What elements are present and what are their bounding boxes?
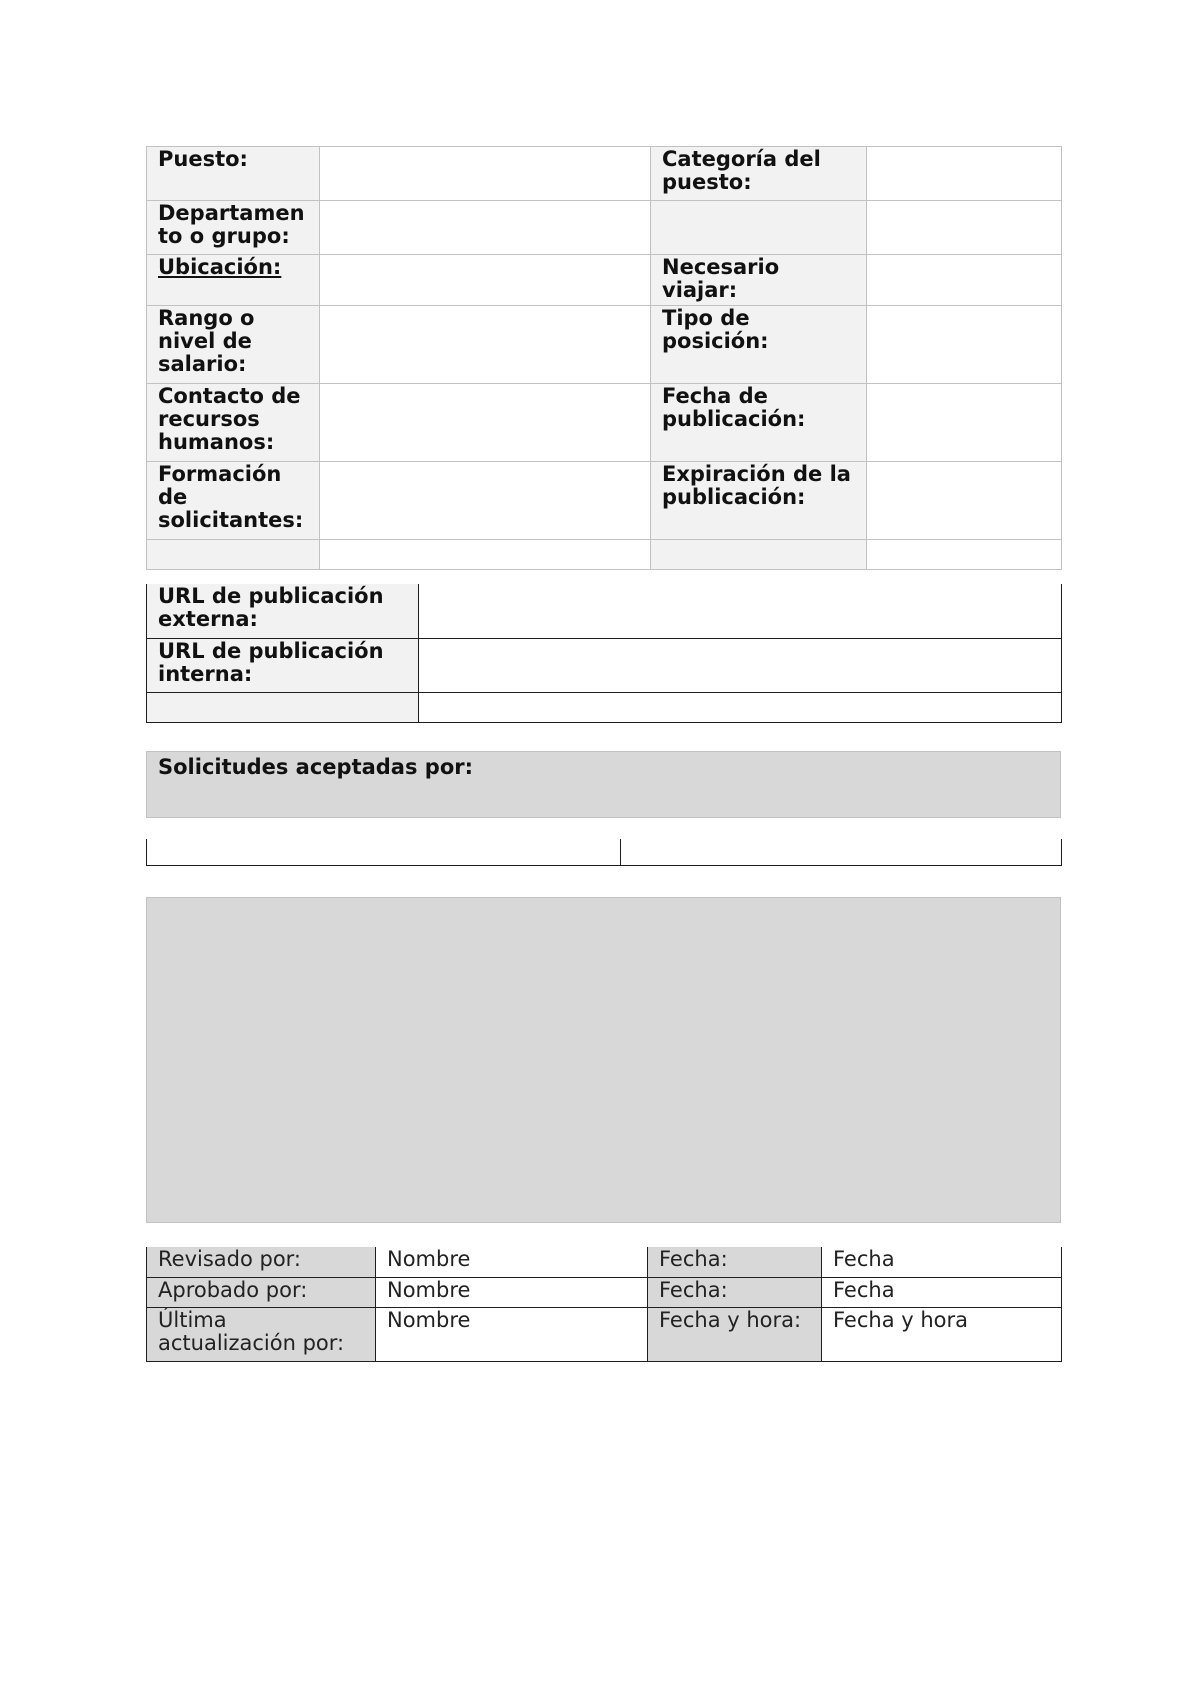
- fecha-publicacion-label: Fecha de publicación:: [651, 384, 867, 462]
- departamento-label: Departamento o grupo:: [147, 201, 320, 255]
- contacto-rrhh-label: Contacto de recursos humanos:: [147, 384, 320, 462]
- viajar-field[interactable]: [867, 255, 1062, 306]
- blank-label-2: [651, 540, 867, 570]
- url-externa-field[interactable]: [419, 584, 1062, 638]
- url-externa-label: URL de publicación externa:: [147, 584, 419, 638]
- applications-section: [146, 751, 1061, 818]
- blank-label: [147, 540, 320, 570]
- puesto-field[interactable]: [320, 147, 651, 201]
- posting-details-table: [146, 146, 1062, 570]
- table-row: [147, 839, 1062, 866]
- table-row: [147, 384, 1062, 462]
- review-table: [146, 1247, 1062, 1362]
- blank-field[interactable]: [320, 540, 651, 570]
- table-row: [147, 584, 1062, 638]
- ubicacion-field[interactable]: [320, 255, 651, 306]
- table-row: [147, 462, 1062, 540]
- table-row: [147, 306, 1062, 384]
- applications-label: Solicitudes aceptadas por:: [147, 752, 1061, 818]
- tipo-posicion-label: Tipo de posición:: [651, 306, 867, 384]
- aprobado-label: Aprobado por:: [147, 1277, 376, 1307]
- contacto-rrhh-field[interactable]: [320, 384, 651, 462]
- table-row: [147, 147, 1062, 201]
- actualizacion-name[interactable]: Nombre: [376, 1307, 648, 1361]
- salario-label: Rango o nivel de salario:: [147, 306, 320, 384]
- salario-field[interactable]: [320, 306, 651, 384]
- ubicacion-label: Ubicación:: [147, 255, 320, 306]
- departamento-field[interactable]: [320, 201, 651, 255]
- empty-label: [651, 201, 867, 255]
- blank-field-2[interactable]: [867, 540, 1062, 570]
- table-row: [147, 1277, 1062, 1307]
- blank-label: [147, 692, 419, 722]
- fecha-publicacion-field[interactable]: [867, 384, 1062, 462]
- revisado-date-label: Fecha:: [648, 1247, 822, 1277]
- aprobado-date[interactable]: Fecha: [822, 1277, 1062, 1307]
- tipo-posicion-field[interactable]: [867, 306, 1062, 384]
- table-row: [147, 692, 1062, 722]
- formacion-field[interactable]: [320, 462, 651, 540]
- revisado-name[interactable]: Nombre: [376, 1247, 648, 1277]
- actualizacion-date[interactable]: Fecha y hora: [822, 1307, 1062, 1361]
- formacion-label: Formación de solicitantes:: [147, 462, 320, 540]
- table-row: [147, 1247, 1062, 1277]
- blank-cell-left[interactable]: [147, 839, 621, 866]
- expiracion-label: Expiración de la publicación:: [651, 462, 867, 540]
- revisado-label: Revisado por:: [147, 1247, 376, 1277]
- categoria-label: Categoría del puesto:: [651, 147, 867, 201]
- url-interna-label: URL de publicación interna:: [147, 638, 419, 692]
- expiracion-field[interactable]: [867, 462, 1062, 540]
- categoria-field[interactable]: [867, 147, 1062, 201]
- puesto-label: Puesto:: [147, 147, 320, 201]
- table-row: [147, 201, 1062, 255]
- empty-field[interactable]: [867, 201, 1062, 255]
- aprobado-date-label: Fecha:: [648, 1277, 822, 1307]
- table-row: [147, 1307, 1062, 1361]
- posting-urls-table: [146, 584, 1062, 723]
- aprobado-name[interactable]: Nombre: [376, 1277, 648, 1307]
- revisado-date[interactable]: Fecha: [822, 1247, 1062, 1277]
- actualizacion-date-label: Fecha y hora:: [648, 1307, 822, 1361]
- viajar-label: Necesario viajar:: [651, 255, 867, 306]
- blank-two-column-row: [146, 839, 1062, 866]
- actualizacion-label: Última actualización por:: [147, 1307, 376, 1361]
- table-row: [147, 638, 1062, 692]
- blank-field[interactable]: [419, 692, 1062, 722]
- table-row: [147, 540, 1062, 570]
- url-interna-field[interactable]: [419, 638, 1062, 692]
- blank-cell-right[interactable]: [621, 839, 1062, 866]
- table-row: [147, 752, 1061, 818]
- table-row: [147, 255, 1062, 306]
- description-block[interactable]: [146, 897, 1061, 1223]
